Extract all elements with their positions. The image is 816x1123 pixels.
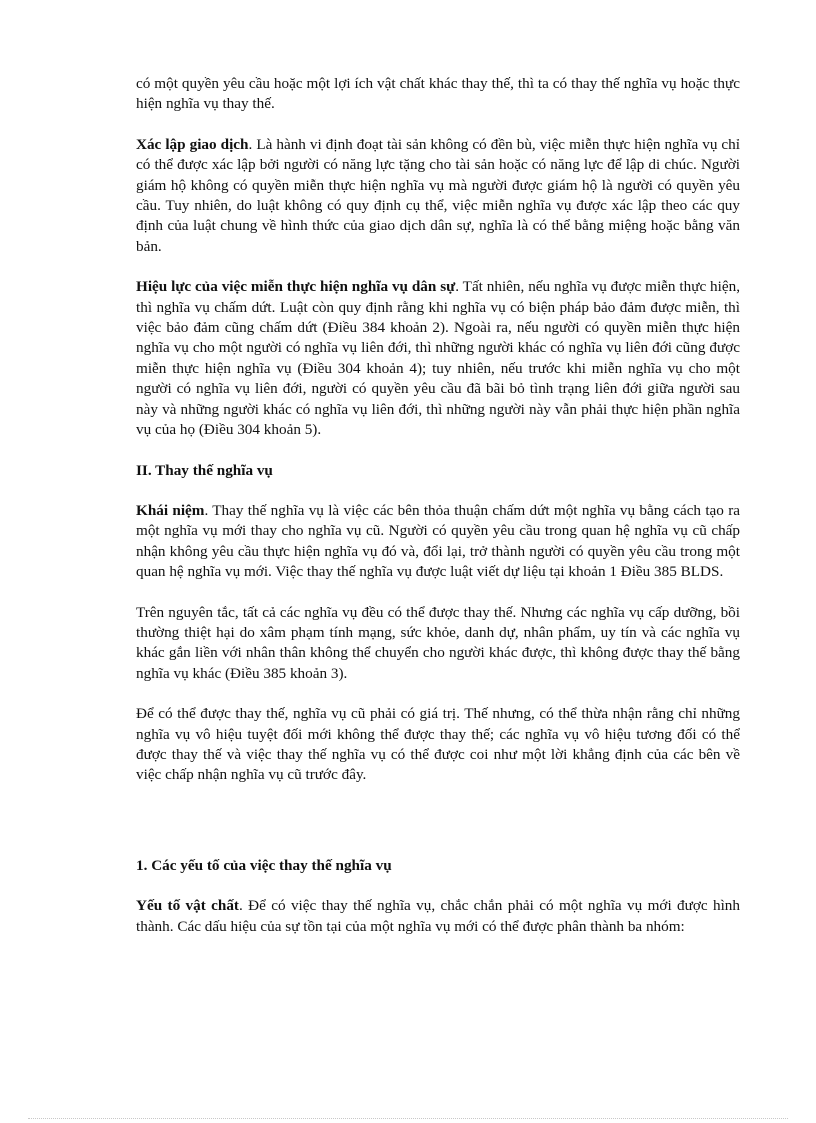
paragraph-body: . Là hành vi định đoạt tài sản không có đền bù, việc miễn thực hiện nghĩa vụ chỉ có thể được xác lập bởi người có năng lực tặng cho tài sản hoặc có năng lực để lập di chúc. Người giám hộ không có quyền miễn thực hiện nghĩa vụ mà người được giám hộ là người có quyền yêu cầu. Tuy nhiên, do luật không có quy định cụ thể, việc miễn nghĩa vụ được xác lập theo các quy định của luật chung về hình thức của giao dịch dân sự, nghĩa là có thể bằng miệng hoặc bằng văn bản. — [136, 135, 740, 255]
paragraph-establishing-transaction — [136, 135, 740, 257]
page-bottom-divider — [28, 1118, 788, 1119]
paragraph-lead: Xác lập giao dịch — [136, 135, 249, 153]
paragraph-material-element — [136, 896, 740, 937]
paragraph-lead: Hiệu lực của việc miễn thực hiện nghĩa vụ dân sự — [136, 278, 456, 296]
paragraph-effect-of-release — [136, 277, 740, 440]
paragraph-body: . Để có việc thay thế nghĩa vụ, chắc chắn phải có một nghĩa vụ mới được hình thành. Các dấu hiệu của sự tồn tại của một nghĩa vụ mới có thể được phân thành ba nhóm: — [136, 897, 740, 935]
document-page — [136, 74, 740, 937]
paragraph-principle: Trên nguyên tắc, tất cả các nghĩa vụ đều có thể được thay thế. Nhưng các nghĩa vụ cấp dưỡng, bồi thường thiệt hại do xâm phạm tính mạng, sức khỏe, danh dự, nhân phẩm, uy tín và các nghĩa vụ khác gắn liền với nhân thân không thể chuyển cho người khác được, thì không được thay thế bằng nghĩa vụ khác (Điều 385 khoản 3). — [136, 603, 740, 682]
paragraph-validity: Để có thể được thay thế, nghĩa vụ cũ phải có giá trị. Thế nhưng, có thể thừa nhận rằng chỉ những nghĩa vụ vô hiệu tuyệt đối mới không thể được thay thế; các nghĩa vụ vô hiệu tương đối có thể được thay thế và việc thay thế nghĩa vụ có thể được coi như một lời khẳng định của các bên về việc chấp nhận nghĩa vụ cũ trước đây. — [136, 705, 740, 784]
paragraph-body: . Tất nhiên, nếu nghĩa vụ được miễn thực hiện, thì nghĩa vụ chấm dứt. Luật còn quy định rằng khi nghĩa vụ có biện pháp bảo đảm được miễn, thì việc bảo đảm cũng chấm dứt (Điều 384 khoản 2). Ngoài ra, nếu người có quyền miễn thực hiện nghĩa vụ cho một người có nghĩa vụ liên đới, thì những người khác có nghĩa vụ liên đới cũng được miễn thực hiện nghĩa vụ (Điều 304 khoản 4); tuy nhiên, nếu trước khi miễn nghĩa vụ cho một người có nghĩa vụ liên đới, người có quyền yêu cầu đã bãi bỏ tình trạng liên đới giữa người sau này và những người khác có nghĩa vụ liên đới, thì những người này vẫn phải thực hiện phần nghĩa vụ của họ (Điều 304 khoản 5). — [136, 278, 741, 439]
paragraph-lead: Yếu tố vật chất — [136, 897, 239, 915]
section-heading: II. Thay thế nghĩa vụ — [136, 461, 273, 479]
subsection-heading: 1. Các yếu tố của việc thay thế nghĩa vụ — [136, 856, 392, 874]
paragraph-body: . Thay thế nghĩa vụ là việc các bên thỏa thuận chấm dứt một nghĩa vụ bằng cách tạo ra một nghĩa vụ mới thay cho nghĩa vụ cũ. Người có quyền yêu cầu trong quan hệ nghĩa vụ cũ chấp nhận không yêu cầu thực hiện nghĩa vụ đó và, đổi lại, trở thành người có quyền yêu cầu trong một quan hệ nghĩa vụ mới. Việc thay thế nghĩa vụ được luật viết dự liệu tại khoản 1 Điều 385 BLDS. — [136, 501, 740, 581]
paragraph-continuation: có một quyền yêu cầu hoặc một lợi ích vật chất khác thay thế, thì ta có thay thế nghĩa vụ hoặc thực hiện nghĩa vụ thay thế. — [136, 75, 740, 113]
paragraph-lead: Khái niệm — [136, 501, 205, 519]
paragraph-concept — [136, 501, 740, 583]
